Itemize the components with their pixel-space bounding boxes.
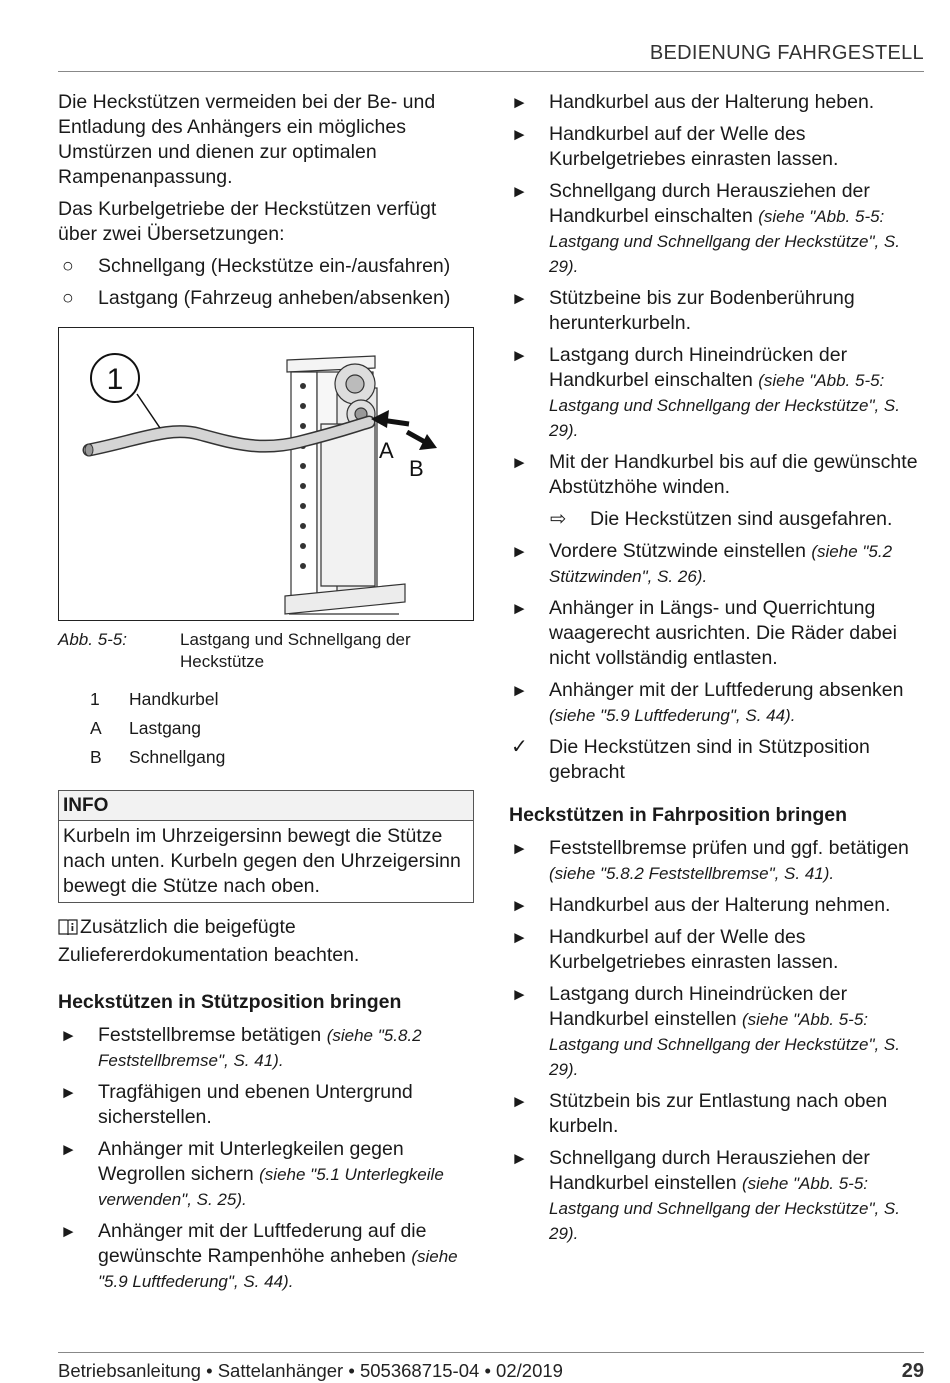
step-item: ► Lastgang durch Hineindrücken der Handkurbel einstellen (siehe "Abb. 5-5: Lastgang und Schnellgang der Heckstütze", S. 29).: [511, 983, 900, 1079]
circle-bullet-icon: ○: [62, 287, 74, 309]
triangle-bullet-icon: ►: [511, 289, 528, 308]
figure-legend: [58, 685, 474, 772]
legend-row: A Lastgang: [90, 718, 202, 738]
left-column: [58, 90, 474, 1301]
step-item: ► Handkurbel auf der Welle des Kurbelgetriebes einrasten lassen.: [511, 123, 839, 170]
step-item: ► Tragfähigen und ebenen Untergrund sicherstellen.: [60, 1081, 413, 1128]
figure-caption: [58, 629, 474, 673]
triangle-bullet-icon: ►: [511, 346, 528, 365]
result-arrow-icon: ⇨: [550, 508, 567, 530]
support-leg-drawing: [59, 328, 473, 620]
triangle-bullet-icon: ►: [511, 125, 528, 144]
label-b: B: [409, 456, 424, 481]
step-item: ► Feststellbremse prüfen und ggf. betätigen (siehe "5.8.2 Feststellbremse", S. 41).: [511, 837, 909, 883]
section-title: Heckstützen in Fahrposition bringen: [509, 804, 848, 826]
triangle-bullet-icon: ►: [511, 985, 528, 1004]
book-icon: [58, 918, 78, 943]
circle-bullet-icon: ○: [62, 255, 74, 277]
triangle-bullet-icon: ►: [60, 1140, 77, 1159]
supplier-note: Zusätzlich die beigefügte Zuliefererdokumentation beachten.: [58, 916, 360, 966]
page-number: 29: [901, 1360, 924, 1382]
step-item: ► Handkurbel aus der Halterung nehmen.: [511, 894, 891, 916]
label-a: A: [379, 438, 394, 463]
option-item: ○ Schnellgang (Heckstütze ein-/ausfahren): [62, 255, 451, 277]
triangle-bullet-icon: ►: [60, 1083, 77, 1102]
info-text: Kurbeln im Uhrzeigersinn bewegt die Stütze nach unten. Kurbeln gegen den Uhrzeigersinn bewegt die Stütze nach oben.: [63, 825, 461, 897]
triangle-bullet-icon: ►: [511, 1092, 528, 1111]
step-item: ► Schnellgang durch Herausziehen der Handkurbel einschalten (siehe "Abb. 5-5: Lastgang und Schnellgang der Heckstütze", S. 29).: [511, 180, 900, 276]
right-column: [509, 90, 927, 1253]
legend-row: B Schnellgang: [90, 747, 226, 767]
step-item: ► Anhänger mit der Luftfederung absenken (siehe "5.9 Luftfederung", S. 44).: [511, 679, 904, 725]
option-item: ○ Lastgang (Fahrzeug anheben/absenken): [62, 287, 451, 309]
triangle-bullet-icon: ►: [60, 1222, 77, 1241]
step-item: ► Anhänger in Längs- und Querrichtung waagerecht ausrichten. Die Räder dabei nicht vollständig entlasten.: [511, 597, 897, 669]
triangle-bullet-icon: ►: [511, 453, 528, 472]
info-title: INFO: [59, 791, 473, 821]
step-item: ► Mit der Handkurbel bis auf die gewünschte Abstützhöhe winden.: [511, 451, 918, 498]
intro-paragraph: Das Kurbelgetriebe der Heckstützen verfügt über zwei Übersetzungen:: [58, 198, 437, 245]
step-item: ► Feststellbremse betätigen (siehe "5.8.2 Feststellbremse", S. 41).: [60, 1024, 422, 1070]
header-title: BEDIENUNG FAHRGESTELL: [649, 42, 924, 64]
step-item: ► Handkurbel aus der Halterung heben.: [511, 91, 875, 113]
section-title: Heckstützen in Stützposition bringen: [58, 991, 402, 1013]
triangle-bullet-icon: ►: [511, 93, 528, 112]
step-item: ► Vordere Stützwinde einstellen (siehe "5.2 Stützwinden", S. 26).: [511, 540, 893, 586]
figure-crank-illustration: [58, 327, 474, 621]
triangle-bullet-icon: ►: [511, 182, 528, 201]
step-item: ► Anhänger mit der Luftfederung auf die gewünschte Rampenhöhe anheben (siehe "5.9 Luftfederung", S. 44).: [60, 1220, 458, 1291]
step-item: ► Lastgang durch Hineindrücken der Handkurbel einschalten (siehe "Abb. 5-5: Lastgang und Schnellgang der Heckstütze", S. 29).: [511, 344, 900, 440]
triangle-bullet-icon: ►: [511, 542, 528, 561]
footer-rule: [58, 1352, 924, 1353]
triangle-bullet-icon: ►: [511, 839, 528, 858]
caption-text: Lastgang und Schnellgang der Heckstütze: [180, 630, 411, 671]
footer-text: Betriebsanleitung • Sattelanhänger • 505368715-04 • 02/2019: [58, 1360, 563, 1381]
done-item: ✓ Die Heckstützen sind in Stützposition gebracht: [511, 736, 870, 783]
step-item: ► Stützbeine bis zur Bodenberührung herunterkurbeln.: [511, 287, 855, 334]
label-one: 1: [106, 363, 124, 396]
step-item: ► Anhänger mit Unterlegkeilen gegen Wegrollen sichern (siehe "5.1 Unterlegkeile verwenden", S. 25).: [60, 1138, 444, 1209]
triangle-bullet-icon: ►: [60, 1026, 77, 1045]
caption-label: Abb. 5-5:: [58, 630, 127, 649]
info-box: [58, 790, 474, 903]
arrow-b-icon: [407, 432, 437, 450]
triangle-bullet-icon: ►: [511, 928, 528, 947]
intro-paragraph: Die Heckstützen vermeiden bei der Be- und Entladung des Anhängers ein mögliches Umstürzen und dienen zur optimalen Rampenanpassung.: [58, 91, 436, 188]
triangle-bullet-icon: ►: [511, 599, 528, 618]
step-item: ► Stützbein bis zur Entlastung nach oben kurbeln.: [511, 1090, 888, 1137]
triangle-bullet-icon: ►: [511, 896, 528, 915]
triangle-bullet-icon: ►: [511, 1149, 528, 1168]
triangle-bullet-icon: ►: [511, 681, 528, 700]
step-item: ► Schnellgang durch Herausziehen der Handkurbel einstellen (siehe "Abb. 5-5: Lastgang und Schnellgang der Heckstütze", S. 29).: [511, 1147, 900, 1243]
header-rule: [58, 71, 924, 72]
legend-row: 1 Handkurbel: [90, 689, 219, 709]
checkmark-icon: ✓: [511, 736, 528, 758]
step-item: ► Handkurbel auf der Welle des Kurbelgetriebes einrasten lassen.: [511, 926, 839, 973]
result-item: ⇨ Die Heckstützen sind ausgefahren.: [550, 508, 893, 530]
